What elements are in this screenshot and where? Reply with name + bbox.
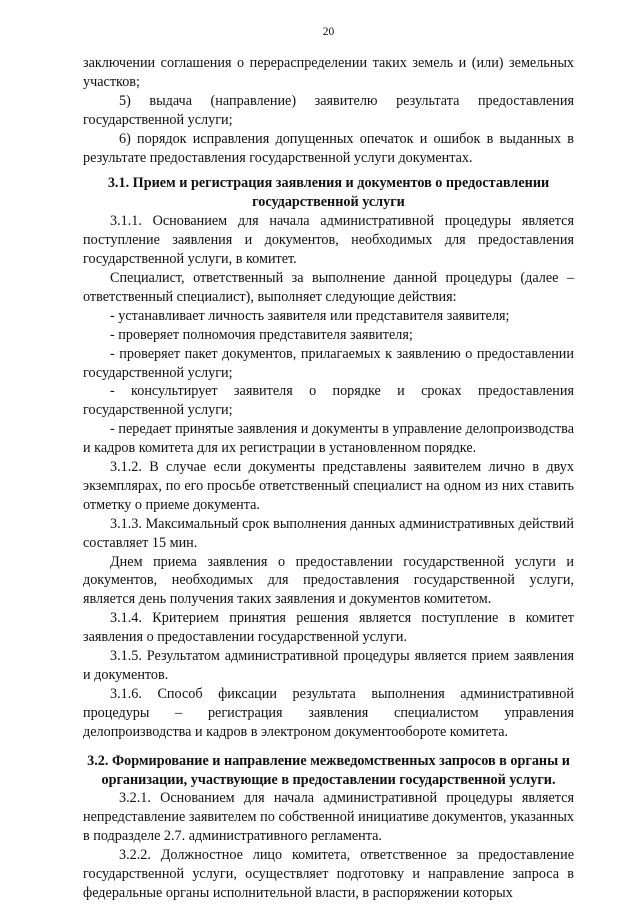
paragraph-3-1-1: 3.1.1. Основанием для начала административной процедуры является поступление заявления и документов, необходимых для предоставления государственной услуги, в комитет. [83,213,574,268]
list-item-6: 6) порядок исправления допущенных опечаток и ошибок в выданных в результате предоставления государственной услуги документах. [83,130,574,166]
paragraph-3-1-6: 3.1.6. Способ фиксации результата выполнения административной процедуры – регистрация заявления специалистом управления делопроизводства и кадров в электроном документообороте комитета. [83,685,574,740]
page-number: 20 [322,26,335,38]
section-heading-3-1: 3.1. Прием и регистрация заявления и документов о предоставлении государственной услуги [107,175,550,211]
action-item: - устанавливает личность заявителя или представителя заявителя; [110,307,510,324]
paragraph-continuation: заключении соглашения о перераспределении таких земель и (или) земельных участков; [83,55,574,90]
paragraph-3-1-2: 3.1.2. В случае если документы представлены заявителем лично в двух экземплярах, по его просьбе ответственный специалист на одном из них ставить отметку о приеме документа. [83,459,574,513]
paragraph-3-1-3: 3.1.3. Максимальный срок выполнения данных административных действий составляет 15 мин. [83,515,574,551]
paragraph-3-2-1: 3.2.1. Основанием для начала административной процедуры является непредставление заявителем по собственной инициативе документов, указанных в подразделе 2.7. административного регламента. [83,790,574,845]
list-item-5: 5) выдача (направление) заявителю результата предоставления государственной услуги; [83,92,574,128]
action-item: - проверяет пакет документов, прилагаемых к заявлению о предоставлении государственной услуги; [83,345,574,381]
section-heading-3-2: 3.2. Формирование и направление межведомственных запросов в органы и организации, участвующие в предоставлении государственной услуги. [87,752,570,788]
paragraph-3-2-2: 3.2.2. Должностное лицо комитета, ответственное за предоставление государственной услуги, осуществляет подготовку и направление запроса в федеральные органы исполнительной власти, в распоряжении которых [83,847,574,901]
action-item: - передает принятые заявления и документы в управление делопроизводства и кадров комитета для их регистрации в установленном порядке. [83,421,574,457]
paragraph-3-1-5: 3.1.5. Результатом административной процедуры является прием заявления и документов. [83,648,574,683]
action-item: - консультирует заявителя о порядке и сроках предоставления государственной услуги; [83,383,574,419]
paragraph-3-1-4: 3.1.4. Критерием принятия решения является поступление в комитет заявления о предоставлении государственной услуги. [83,610,574,646]
paragraph-specialist: Специалист, ответственный за выполнение данной процедуры (далее – ответственный специалист), выполняет следующие действия: [83,269,574,305]
paragraph-reception-day: Днем приема заявления о предоставлении государственной услуги и документов, необходимых для предоставления государственной услуги, является день получения таких заявления и документов комитетом. [83,553,574,608]
action-item: - проверяет полномочия представителя заявителя; [110,326,413,343]
